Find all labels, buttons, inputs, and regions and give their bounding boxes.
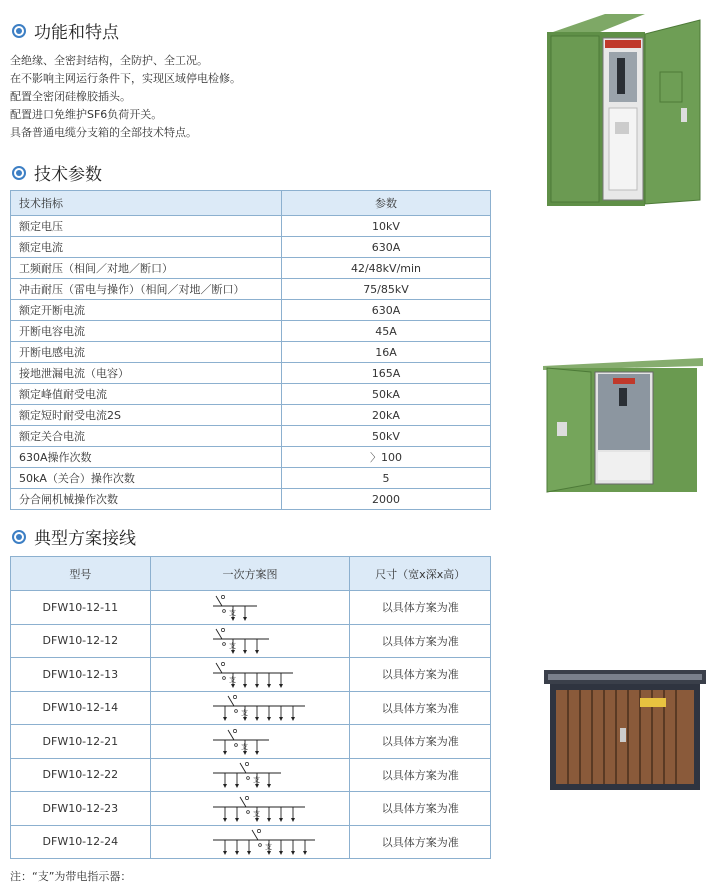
scheme-model-cell: DFW10-12-24 xyxy=(11,825,151,859)
scheme-diagram-cell xyxy=(150,825,350,859)
scheme-diagram-cell xyxy=(150,624,350,658)
feature-line: 在不影响主网运行条件下，实现区域停电检修。 xyxy=(10,72,241,85)
param-value-cell: 5 xyxy=(282,468,491,489)
params-row xyxy=(11,426,491,447)
door-handle xyxy=(557,422,567,436)
switch-symbol xyxy=(252,830,258,840)
ground-symbol xyxy=(259,844,262,847)
scheme-model-cell: DFW10-12-21 xyxy=(11,725,151,759)
scheme-size-cell: 以具体方案为准 xyxy=(350,825,491,859)
param-value-cell: 10kV xyxy=(282,216,491,237)
params-row xyxy=(11,258,491,279)
scheme-diagram-cell xyxy=(150,725,350,759)
indicator-glyph: 支 xyxy=(253,809,261,818)
scheme-size-cell: 以具体方案为准 xyxy=(350,725,491,759)
param-name-cell: 额定电流 xyxy=(11,237,282,258)
switch-symbol xyxy=(240,763,246,773)
indicator-glyph: 支 xyxy=(229,608,237,617)
arrow-down-icon xyxy=(267,684,271,688)
param-value-cell: 630A xyxy=(282,237,491,258)
arrow-down-icon xyxy=(223,784,227,788)
scheme-size-cell: 以具体方案为准 xyxy=(350,758,491,792)
arrow-down-icon xyxy=(291,717,295,721)
scheme-model-cell: DFW10-12-22 xyxy=(11,758,151,792)
switch-contact xyxy=(257,830,260,833)
params-header-indicator: 技术指标 xyxy=(11,191,282,216)
param-name-cell: 开断电感电流 xyxy=(11,342,282,363)
vent-grille xyxy=(615,122,629,134)
arrow-down-icon xyxy=(243,717,247,721)
params-row xyxy=(11,279,491,300)
switch-contact xyxy=(221,595,224,598)
arrow-down-icon xyxy=(235,784,239,788)
param-value-cell: 42/48kV/min xyxy=(282,258,491,279)
switch-contact xyxy=(245,796,248,799)
wiring-diagram xyxy=(185,793,315,824)
param-name-cell: 额定短时耐受电流2S xyxy=(11,405,282,426)
param-value-cell: 50kA xyxy=(282,384,491,405)
cabinet-roof xyxy=(553,14,645,32)
arrow-down-icon xyxy=(279,851,283,855)
switch-handle xyxy=(619,388,627,406)
arrow-down-icon xyxy=(267,818,271,822)
switch-contact xyxy=(233,729,236,732)
scheme-row xyxy=(11,591,491,625)
params-header-row xyxy=(11,191,491,216)
param-value-cell: 20kA xyxy=(282,405,491,426)
wiring-diagram xyxy=(185,826,315,857)
params-row xyxy=(11,342,491,363)
schemes-table xyxy=(10,556,491,859)
arrow-down-icon xyxy=(231,650,235,654)
params-row xyxy=(11,300,491,321)
wiring-diagram xyxy=(185,726,315,757)
feature-line: 具备普通电缆分支箱的全部技术特点。 xyxy=(10,126,197,139)
schemes-section-title xyxy=(12,524,136,549)
door-handle xyxy=(620,728,626,742)
params-header-value: 参数 xyxy=(282,191,491,216)
arrow-down-icon xyxy=(247,851,251,855)
param-name-cell: 额定关合电流 xyxy=(11,426,282,447)
scheme-diagram-cell xyxy=(150,792,350,826)
param-value-cell: 45A xyxy=(282,321,491,342)
ground-symbol xyxy=(247,777,250,780)
indicator-glyph: 支 xyxy=(241,709,249,718)
door-handle xyxy=(681,108,687,122)
scheme-model-cell: DFW10-12-11 xyxy=(11,591,151,625)
param-name-cell: 50kA（关合）操作次数 xyxy=(11,468,282,489)
arrow-down-icon xyxy=(223,851,227,855)
indicator-note: 注：“支”为带电指示器： xyxy=(10,870,132,882)
indicator-glyph: 支 xyxy=(229,642,237,651)
param-value-cell: 630A xyxy=(282,300,491,321)
arrow-down-icon xyxy=(243,751,247,755)
params-row xyxy=(11,216,491,237)
params-row xyxy=(11,405,491,426)
arrow-down-icon xyxy=(255,717,259,721)
circle-bullet-icon xyxy=(12,530,26,544)
circle-bullet-icon xyxy=(12,24,26,38)
lower-compartment xyxy=(598,452,650,480)
scheme-diagram-cell xyxy=(150,691,350,725)
arrow-down-icon xyxy=(223,818,227,822)
feature-line: 配置进口免维护SF6负荷开关。 xyxy=(10,108,163,121)
params-row xyxy=(11,468,491,489)
param-value-cell: 〉100 xyxy=(282,447,491,468)
roof-vent xyxy=(548,674,702,680)
arrow-down-icon xyxy=(279,717,283,721)
param-name-cell: 630A操作次数 xyxy=(11,447,282,468)
params-table xyxy=(10,190,491,510)
warning-plate xyxy=(640,698,666,707)
wiring-diagram xyxy=(185,659,315,690)
cabinet-photo-wood xyxy=(544,670,706,794)
scheme-row xyxy=(11,691,491,725)
lower-compartment xyxy=(609,108,637,190)
arrow-down-icon xyxy=(223,751,227,755)
scheme-diagram-cell xyxy=(150,658,350,692)
arrow-down-icon xyxy=(231,617,235,621)
indicator-glyph: 支 xyxy=(241,742,249,751)
schemes-header-diagram: 一次方案图 xyxy=(150,557,350,591)
open-door xyxy=(645,20,700,204)
scheme-size-cell: 以具体方案为准 xyxy=(350,624,491,658)
cabinet-photo-green-wide xyxy=(543,356,708,496)
indicator-glyph: 支 xyxy=(253,776,261,785)
ground-symbol xyxy=(235,710,238,713)
arrow-down-icon xyxy=(291,851,295,855)
params-title-text: 技术参数 xyxy=(34,165,102,185)
feature-line: 全绝缘、全密封结构，全防护、全工况。 xyxy=(10,54,208,67)
param-name-cell: 额定峰值耐受电流 xyxy=(11,384,282,405)
arrow-down-icon xyxy=(255,650,259,654)
scheme-model-cell: DFW10-12-13 xyxy=(11,658,151,692)
param-value-cell: 2000 xyxy=(282,489,491,510)
param-name-cell: 开断电容电流 xyxy=(11,321,282,342)
switch-contact xyxy=(245,763,248,766)
scheme-row xyxy=(11,825,491,859)
params-row xyxy=(11,384,491,405)
scheme-row xyxy=(11,624,491,658)
wiring-diagram xyxy=(185,692,315,723)
params-row xyxy=(11,237,491,258)
param-name-cell: 工频耐压（相间／对地／断口） xyxy=(11,258,282,279)
arrow-down-icon xyxy=(267,717,271,721)
param-name-cell: 接地泄漏电流（电容） xyxy=(11,363,282,384)
circle-bullet-icon xyxy=(12,166,26,180)
param-name-cell: 分合闸机械操作次数 xyxy=(11,489,282,510)
red-label-strip xyxy=(605,40,641,48)
switch-symbol xyxy=(216,663,222,673)
params-row xyxy=(11,447,491,468)
scheme-size-cell: 以具体方案为准 xyxy=(350,658,491,692)
switch-symbol xyxy=(240,797,246,807)
ground-symbol xyxy=(247,810,250,813)
scheme-model-cell: DFW10-12-23 xyxy=(11,792,151,826)
switch-contact xyxy=(221,629,224,632)
switch-handle xyxy=(617,58,625,94)
param-value-cell: 165A xyxy=(282,363,491,384)
features-list xyxy=(10,52,530,142)
params-row xyxy=(11,363,491,384)
params-row xyxy=(11,321,491,342)
params-row xyxy=(11,489,491,510)
param-name-cell: 冲击耐压（雷电与操作）（相间／对地／断口） xyxy=(11,279,282,300)
param-name-cell: 额定电压 xyxy=(11,216,282,237)
scheme-model-cell: DFW10-12-14 xyxy=(11,691,151,725)
arrow-down-icon xyxy=(255,818,259,822)
cabinet-side-panel xyxy=(551,36,599,202)
cabinet-photo-green-open xyxy=(545,12,710,208)
switch-contact xyxy=(221,662,224,665)
param-value-cell: 16A xyxy=(282,342,491,363)
switch-symbol xyxy=(228,696,234,706)
wiring-diagram xyxy=(185,625,315,656)
schemes-header-size: 尺寸（宽x深x高） xyxy=(350,557,491,591)
scheme-model-cell: DFW10-12-12 xyxy=(11,624,151,658)
arrow-down-icon xyxy=(267,851,271,855)
scheme-row xyxy=(11,725,491,759)
arrow-down-icon xyxy=(255,751,259,755)
indicator-glyph: 支 xyxy=(265,843,273,852)
arrow-down-icon xyxy=(267,784,271,788)
features-title-text: 功能和特点 xyxy=(34,23,119,43)
switch-contact xyxy=(233,696,236,699)
red-label-strip xyxy=(613,378,635,384)
arrow-down-icon xyxy=(243,650,247,654)
scheme-size-cell: 以具体方案为准 xyxy=(350,691,491,725)
arrow-down-icon xyxy=(231,684,235,688)
ground-symbol xyxy=(235,743,238,746)
feature-line: 配置全密闭硅橡胶插头。 xyxy=(10,90,131,103)
arrow-down-icon xyxy=(303,851,307,855)
features-section-title xyxy=(12,18,119,43)
arrow-down-icon xyxy=(243,684,247,688)
arrow-down-icon xyxy=(279,684,283,688)
wiring-diagram xyxy=(185,759,315,790)
arrow-down-icon xyxy=(255,684,259,688)
ground-symbol xyxy=(223,643,226,646)
param-name-cell: 额定开断电流 xyxy=(11,300,282,321)
arrow-down-icon xyxy=(235,851,239,855)
switch-symbol xyxy=(216,596,222,606)
wiring-diagram xyxy=(185,592,315,623)
arrow-down-icon xyxy=(291,818,295,822)
arrow-down-icon xyxy=(235,818,239,822)
arrow-down-icon xyxy=(255,784,259,788)
schemes-header-model: 型号 xyxy=(11,557,151,591)
schemes-title-text: 典型方案接线 xyxy=(34,529,136,549)
ground-symbol xyxy=(223,609,226,612)
scheme-row xyxy=(11,658,491,692)
scheme-size-cell: 以具体方案为准 xyxy=(350,591,491,625)
ground-symbol xyxy=(223,676,226,679)
scheme-row xyxy=(11,792,491,826)
arrow-down-icon xyxy=(223,717,227,721)
scheme-diagram-cell xyxy=(150,591,350,625)
scheme-diagram-cell xyxy=(150,758,350,792)
arrow-down-icon xyxy=(243,617,247,621)
switch-symbol xyxy=(228,730,234,740)
arrow-down-icon xyxy=(279,818,283,822)
params-section-title xyxy=(12,160,102,185)
open-door xyxy=(547,368,591,492)
scheme-row xyxy=(11,758,491,792)
param-value-cell: 50kV xyxy=(282,426,491,447)
param-value-cell: 75/85kV xyxy=(282,279,491,300)
switch-symbol xyxy=(216,629,222,639)
switch-panel xyxy=(598,374,650,450)
schemes-header-row xyxy=(11,557,491,591)
scheme-size-cell: 以具体方案为准 xyxy=(350,792,491,826)
indicator-glyph: 支 xyxy=(229,675,237,684)
